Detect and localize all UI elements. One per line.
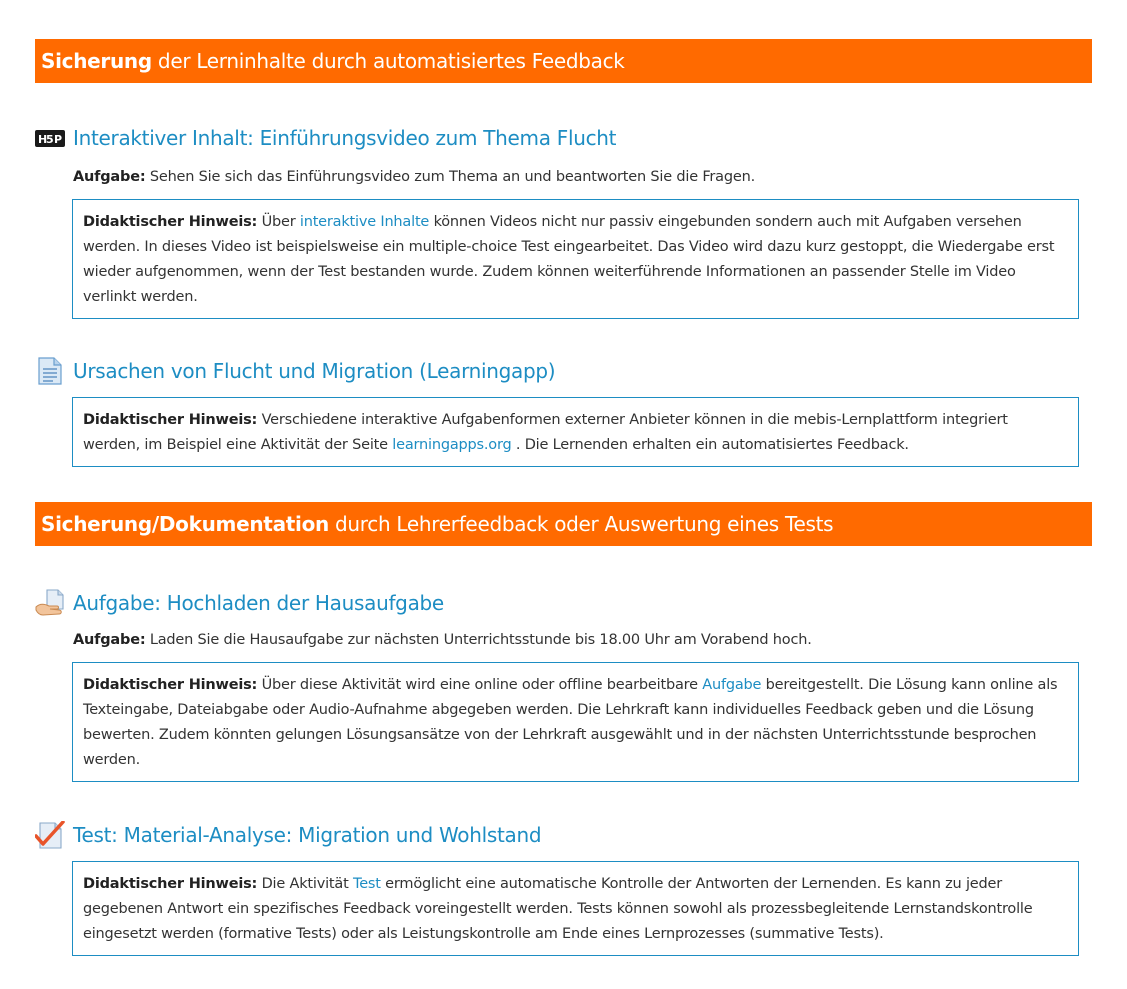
hint-box-learningapp [72, 397, 1079, 467]
document-icon [35, 357, 65, 385]
hint-text: Verschiedene interaktive Aufgabenformen externer Anbieter können in die mebis-Lernplattform integriert werden, im Beispiel eine Aktivität der Seite [83, 412, 1008, 453]
activity-learningapp[interactable] [35, 356, 555, 386]
hint-text: bereitgestellt. Die Lösung kann online als Texteingabe, Dateiabgabe oder Audio-Aufnahme abgegeben werden. Die Lehrkraft kann individuelles Feedback geben und die Lösung bewerten. Zudem könnten gelungen Lösungsansätze von der Lehrkraft ausgewählt und in der nächsten Unterrichtsstunde besprochen werden. [83, 677, 1058, 768]
activity-link-quiz[interactable]: Test: Material-Analyse: Migration und Wohlstand [73, 823, 542, 847]
hint-label: Didaktischer Hinweis: [83, 412, 258, 428]
hint-box-quiz [72, 861, 1079, 956]
section-header-bold: Sicherung [41, 49, 152, 73]
hint-link-test[interactable]: Test [353, 876, 381, 892]
svg-text:P: P [54, 133, 63, 146]
aufgabe-text-h5p [73, 169, 755, 185]
activity-link-h5p[interactable]: Interaktiver Inhalt: Einführungsvideo zum Thema Flucht [73, 126, 617, 150]
h5p-icon [35, 124, 65, 152]
section-header-sicherung [35, 39, 1092, 83]
quiz-icon [35, 821, 65, 849]
hint-link-learningapps[interactable]: learningapps.org [392, 437, 512, 453]
svg-text:H: H [38, 133, 48, 146]
assignment-icon [35, 589, 65, 617]
hint-label: Didaktischer Hinweis: [83, 876, 258, 892]
hint-box-assignment [72, 662, 1079, 782]
aufgabe-text-assignment [73, 632, 812, 648]
svg-text:5: 5 [46, 133, 54, 146]
hint-label: Didaktischer Hinweis: [83, 677, 258, 693]
hint-label: Didaktischer Hinweis: [83, 214, 258, 230]
hint-text: können Videos nicht nur passiv eingebunden sondern auch mit Aufgaben versehen werden. In dieses Video ist beispielsweise ein multiple-choice Test eingearbeitet. Das Video wird dazu kurz gestoppt, die Wiedergabe erst wieder aufgenommen, wenn der Test bestanden wurde. Zudem können weiterführende Informationen an passender Stelle im Video verlinkt werden. [83, 214, 1055, 305]
hint-text: ermöglicht eine automatische Kontrolle der Antworten der Lernenden. Es kann zu jeder gegebenen Antwort ein spezifisches Feedback voreingestellt werden. Tests können sowohl als prozessbegleitende Lernstandskontrolle eingesetzt werden (formative Tests) oder als Leistungskontrolle am Ende eines Lernprozesses (summative Tests). [83, 876, 1033, 942]
aufgabe-label: Aufgabe: [73, 632, 146, 648]
hint-text: Über [257, 214, 300, 230]
section-header-text: der Lerninhalte durch automatisiertes Feedback [151, 49, 625, 73]
activity-link-learningapp[interactable]: Ursachen von Flucht und Migration (Learningapp) [73, 359, 556, 383]
section-header-dokumentation [35, 502, 1092, 546]
activity-quiz[interactable] [35, 820, 541, 850]
activity-link-assignment[interactable]: Aufgabe: Hochladen der Hausaufgabe [73, 591, 444, 615]
activity-assignment[interactable] [35, 588, 444, 618]
section-header-text: durch Lehrerfeedback oder Auswertung eines Tests [328, 512, 834, 536]
hint-box-h5p [72, 199, 1079, 319]
hint-text: Die Aktivität [257, 876, 353, 892]
aufgabe-label: Aufgabe: [73, 169, 146, 185]
activity-h5p[interactable] [35, 123, 616, 153]
section-header-bold: Sicherung/Dokumentation [41, 512, 329, 536]
hint-link-aufgabe[interactable]: Aufgabe [702, 677, 762, 693]
hint-text: . Die Lernenden erhalten ein automatisiertes Feedback. [511, 437, 909, 453]
hint-link-interaktive-inhalte[interactable]: interaktive Inhalte [299, 214, 430, 230]
aufgabe-body: Sehen Sie sich das Einführungsvideo zum Thema an und beantworten Sie die Fragen. [145, 169, 755, 185]
hint-text: Über diese Aktivität wird eine online oder offline bearbeitbare [257, 677, 703, 693]
aufgabe-body: Laden Sie die Hausaufgabe zur nächsten Unterrichtsstunde bis 18.00 Uhr am Vorabend hoch. [145, 632, 812, 648]
